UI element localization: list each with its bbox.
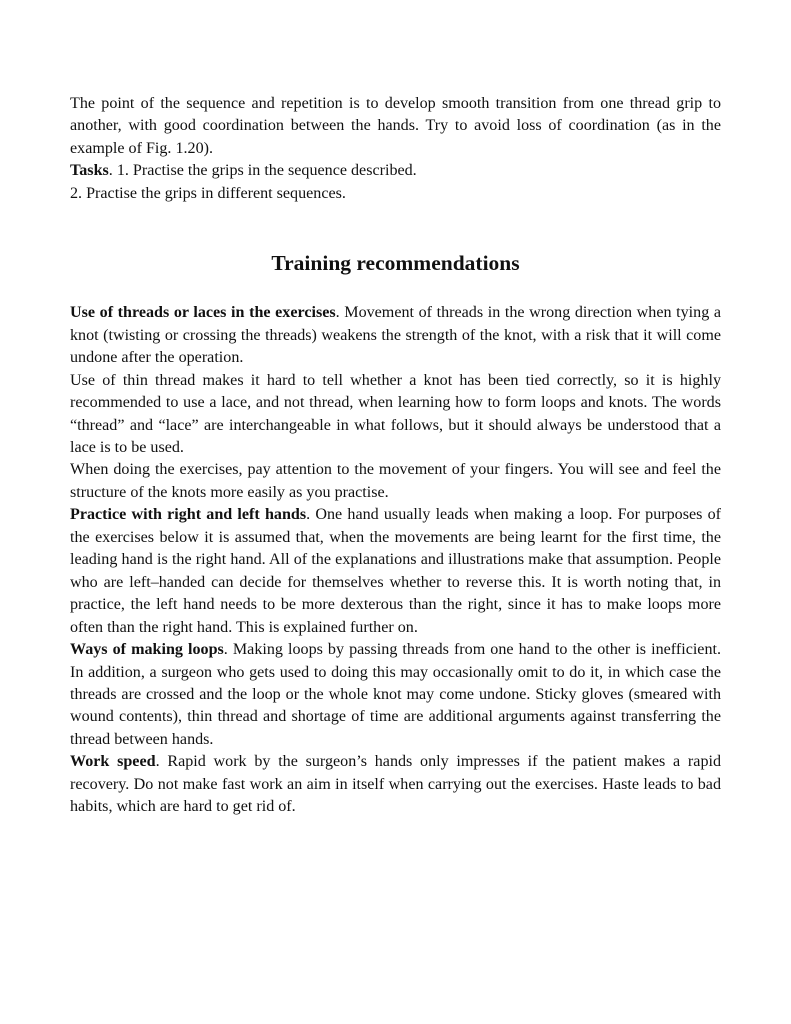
threads-lead: Use of threads or laces in the exercises [70, 304, 336, 322]
speed-text: . Rapid work by the surgeon’s hands only impresses if the patient makes a rapid recovery. Do not make fast work an aim in itself when carrying out the exercises. Haste leads to bad habits, which are hard to get rid of. [70, 753, 722, 816]
loops-paragraph [70, 639, 721, 751]
tasks-label: Tasks [70, 162, 109, 180]
hands-paragraph [70, 504, 721, 639]
tasks-text: . 1. Practise the grips in the sequence described. [108, 162, 417, 180]
tasks-line [70, 160, 721, 182]
hands-lead: Practice with right and left hands [70, 506, 307, 524]
speed-lead: Work speed [70, 753, 156, 771]
document-page [70, 93, 721, 819]
hands-text: . One hand usually leads when making a loop. For purposes of the exercises below it is assumed that, when the movements are being learnt for the first time, the leading hand is the right hand. All of the explanations and illustrations make that assumption. People who are left–handed can decide for themselves whether to reverse this. It is worth noting that, in practice, the left hand needs to be more dexterous than the right, since it has to make loops more often than the right hand. This is explained further on. [70, 506, 721, 636]
threads-text: . Movement of threads in the wrong direction when tying a knot (twisting or crossing the threads) weakens the strength of the knot, with a risk that it will come undone after the operation. [70, 304, 721, 367]
fingers-paragraph: When doing the exercises, pay attention to the movement of your fingers. You will see and feel the structure of the knots more easily as you practise. [70, 461, 721, 501]
loops-text: . Making loops by passing threads from one hand to the other is inefficient. In addition, a surgeon who gets used to doing this may occasionally omit to do it, in which case the threads are crossed and the loop or the whole knot may come undone. Sticky gloves (smeared with wound contents), thin thread and shortage of time are additional arguments against transferring the thread between hands. [70, 641, 721, 748]
threads-paragraph [70, 302, 721, 369]
thin-thread-paragraph: Use of thin thread makes it hard to tell whether a knot has been tied correctly, so it is highly recommended to use a lace, and not thread, when learning how to form loops and knots. The words “thread” and “lace” are interchangeable in what follows, but it should always be understood that a lace is to be used. [70, 371, 721, 456]
speed-paragraph [70, 751, 721, 818]
section-heading: Training recommendations [271, 251, 520, 276]
intro-paragraph: The point of the sequence and repetition is to develop smooth transition from one thread grip to another, with good coordination between the hands. Try to avoid loss of coordination (as in the example of Fig. 1.20). [70, 95, 721, 157]
task-2-line: 2. Practise the grips in different sequences. [70, 184, 346, 202]
loops-lead: Ways of making loops [70, 641, 224, 659]
